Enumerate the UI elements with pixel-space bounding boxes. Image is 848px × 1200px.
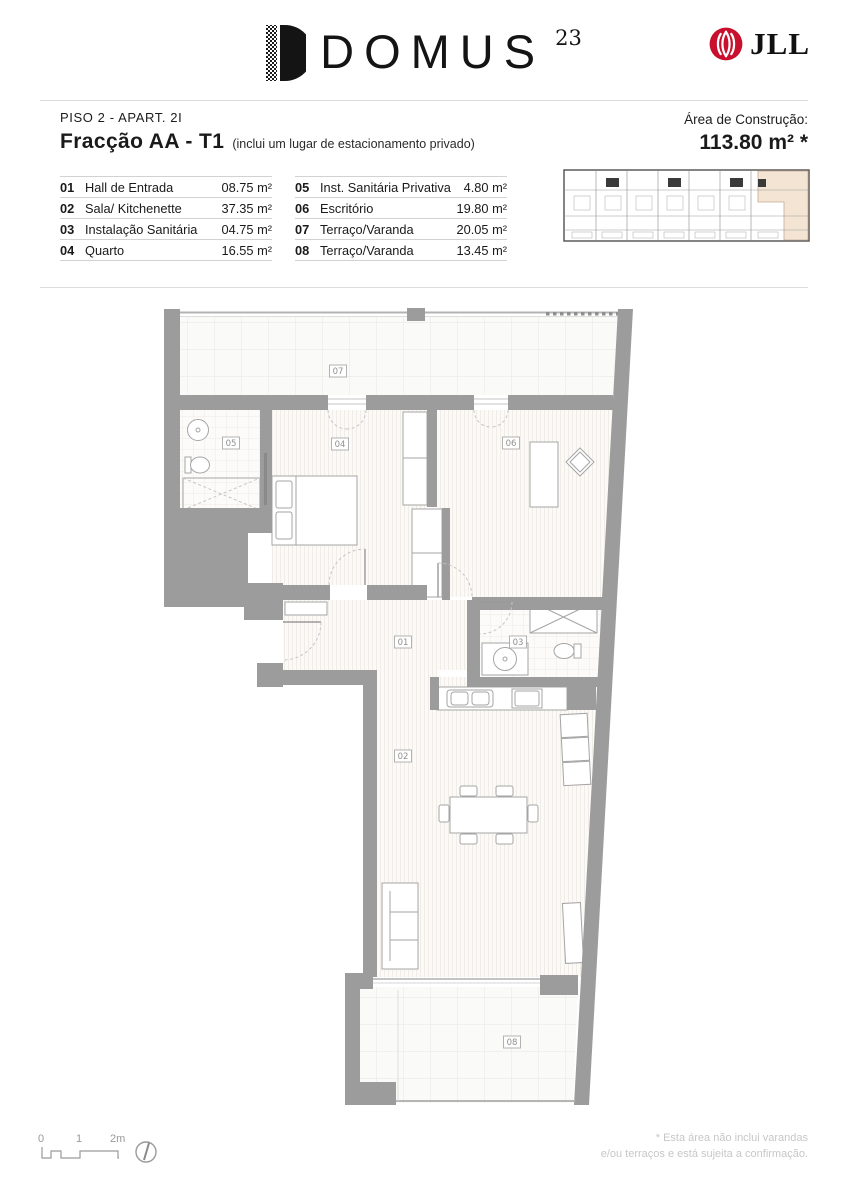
- passage-floor: [377, 663, 437, 687]
- label-02: [395, 750, 412, 762]
- chair: [496, 834, 513, 844]
- room-num: 03: [60, 221, 75, 237]
- footnote-line2: e/ou terraços e está sujeita a confirmação.: [600, 1148, 808, 1160]
- toilet-bowl: [554, 644, 574, 659]
- desk: [530, 442, 558, 507]
- closet: [412, 509, 442, 553]
- unit-title: Fracção AA - T1: [60, 130, 225, 153]
- svg-text:02: 02: [397, 752, 409, 762]
- room-row: [295, 239, 507, 261]
- room-name: Escritório: [320, 200, 374, 216]
- sideboard: [285, 602, 327, 615]
- floor-plan: [160, 295, 635, 1115]
- svg-text:08: 08: [506, 1038, 518, 1048]
- room-num: 04: [60, 242, 75, 258]
- label-08: [504, 1036, 521, 1048]
- floor-apartment-line: PISO 2 - APART. 2I: [60, 110, 183, 125]
- scale-1: 1: [76, 1133, 83, 1145]
- jll-wordmark: JLL: [750, 26, 810, 61]
- jll-globe-icon: [708, 26, 744, 62]
- pillow: [276, 481, 292, 508]
- room-area: 04.75 m²: [221, 221, 272, 237]
- brand-name: DOMUS: [320, 25, 546, 78]
- scale-bar: [30, 1126, 180, 1176]
- room-num: 08: [295, 242, 310, 258]
- room-row: [295, 176, 507, 197]
- room-area: 37.35 m²: [221, 200, 272, 216]
- divider-plan: [40, 287, 808, 288]
- pillow: [276, 512, 292, 539]
- room-name: Terraço/Varanda: [320, 221, 414, 237]
- room-name: Hall de Entrada: [85, 179, 174, 195]
- room-row: [60, 239, 272, 261]
- room-name: Instalação Sanitária: [85, 221, 198, 237]
- room-name: Sala/ Kitchenette: [85, 200, 182, 216]
- chair: [528, 805, 538, 822]
- toilet-tank: [574, 644, 581, 658]
- area-label: Área de Construção:: [684, 112, 808, 127]
- divider-top: [40, 100, 808, 101]
- room-row: [60, 197, 272, 218]
- room-area: 08.75 m²: [221, 179, 272, 195]
- kitchen-tall-units: [560, 713, 591, 785]
- area-value: 113.80 m² *: [699, 131, 808, 154]
- scale-2m: 2m: [110, 1133, 126, 1145]
- room-num: 06: [295, 200, 310, 216]
- tv-unit: [562, 903, 583, 964]
- room-area: 4.80 m²: [463, 179, 507, 195]
- svg-text:07: 07: [332, 367, 344, 377]
- room-area: 19.80 m²: [456, 200, 507, 216]
- room-num: 05: [295, 179, 310, 195]
- chair: [460, 834, 477, 844]
- wardrobe: [403, 458, 427, 505]
- scale-0: 0: [38, 1133, 45, 1145]
- terrace-07-floor: [180, 316, 618, 395]
- svg-text:06: 06: [505, 439, 517, 449]
- sofa: [382, 883, 418, 969]
- label-03: [510, 636, 527, 648]
- room-name: Terraço/Varanda: [320, 242, 414, 258]
- room-table-right: [295, 176, 507, 261]
- svg-text:03: 03: [512, 638, 524, 648]
- label-05: [223, 437, 240, 449]
- room-row: [60, 218, 272, 239]
- label-01: [395, 636, 412, 648]
- washbasin: [188, 420, 209, 441]
- wardrobe: [403, 412, 427, 458]
- room-name: Inst. Sanitária Privativa: [320, 179, 451, 195]
- unit-info: [60, 110, 475, 154]
- brand-number: 23: [555, 26, 582, 50]
- svg-text:04: 04: [334, 440, 346, 450]
- area-footnote: [601, 1130, 808, 1162]
- label-04: [332, 438, 349, 450]
- jll-logo: [708, 26, 810, 62]
- footnote-line1: * Esta área não inclui varandas: [655, 1132, 808, 1144]
- room-table-left: [60, 176, 272, 261]
- room-num: 02: [60, 200, 75, 216]
- label-06: [503, 437, 520, 449]
- room-area: 13.45 m²: [456, 242, 507, 258]
- office-06-floor: [437, 410, 613, 597]
- construction-area: [684, 112, 808, 155]
- toilet-bowl: [191, 457, 210, 473]
- label-07: [330, 365, 347, 377]
- chair: [496, 786, 513, 796]
- domus-d-icon: [266, 24, 306, 82]
- unit-note: (inclui um lugar de estacionamento privado): [232, 137, 475, 151]
- room-row: [60, 176, 272, 197]
- svg-text:05: 05: [225, 439, 237, 449]
- room-num: 07: [295, 221, 310, 237]
- room-num: 01: [60, 179, 75, 195]
- svg-text:01: 01: [397, 638, 409, 648]
- room-area: 16.55 m²: [221, 242, 272, 258]
- building-key-plan: [562, 166, 812, 248]
- room-row: [295, 218, 507, 239]
- room-name: Quarto: [85, 242, 125, 258]
- chair: [460, 786, 477, 796]
- dining-table: [450, 797, 527, 833]
- room-area: 20.05 m²: [456, 221, 507, 237]
- chair: [439, 805, 449, 822]
- room-row: [295, 197, 507, 218]
- sliding-door: [264, 453, 267, 505]
